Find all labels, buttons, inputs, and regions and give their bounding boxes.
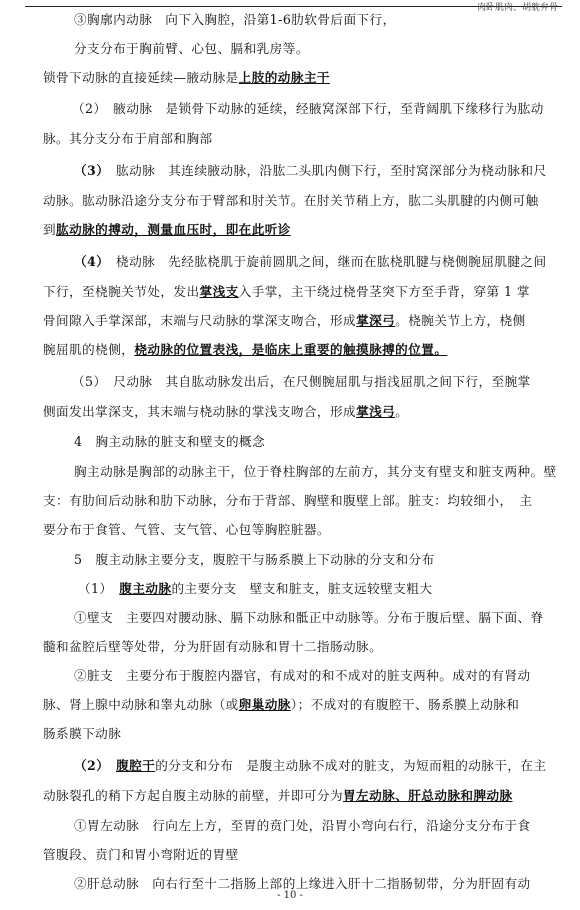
- emphasis-text: 卵巢动脉: [238, 697, 291, 712]
- line-text: 锁骨下动脉的直接延续—腋动脉是: [43, 70, 239, 85]
- line-text: 动脉。肱动脉沿途分支分布于臂部和肘关节。在肘关节稍上方，肱二头肌腱的内侧可触: [43, 193, 539, 208]
- emphasis-text: 掌浅支: [199, 284, 239, 299]
- line-text: 4 胸主动脉的脏支和壁支的概念: [74, 434, 266, 449]
- page-number: - 10 -: [277, 890, 303, 901]
- text-line: [74, 254, 547, 270]
- text-line: [43, 193, 539, 209]
- text-line: [74, 163, 547, 179]
- item-number: （2）: [74, 758, 104, 773]
- text-line: [74, 668, 531, 684]
- text-line: [74, 434, 265, 450]
- line-text: 脉。其分支分布于肩部和胸部: [43, 131, 213, 146]
- line-text: ②肝总动脉 向右行至十二指肠上部的上缘进入肝十二指肠韧带，分为肝固有动: [74, 876, 531, 891]
- text-line: [43, 639, 382, 655]
- line-text: ③胸廓内动脉 向下入胸腔，沿第1-6肋软骨后面下行，: [74, 12, 396, 27]
- emphasis-text: 腹主动脉: [119, 581, 172, 596]
- line-text-tail: 入手掌，主干绕过桡骨茎突下方至手背，穿第 1 掌: [238, 284, 530, 299]
- emphasis-text: 肱动脉的搏动，测量血压时，即在此听诊: [56, 222, 291, 237]
- text-line: [72, 101, 544, 117]
- line-text: ①壁支 主要四对腰动脉、膈下动脉和骶正中动脉等。分布于腹后壁、膈下面、脊: [74, 610, 544, 625]
- text-line: [43, 697, 519, 713]
- text-line: [74, 610, 544, 626]
- item-number: （3）: [74, 163, 104, 178]
- text-line: [43, 493, 532, 509]
- line-text: 肠系膜下动脉: [43, 726, 122, 741]
- line-text: 胸主动脉是胸部的动脉主干，位于脊柱胸部的左前方，其分支有壁支和脏支两种。壁: [74, 464, 557, 479]
- line-text-tail: 。桡腕关节上方，桡侧: [395, 313, 526, 328]
- text-line: [43, 788, 513, 804]
- line-text-tail: 的分支和分布 是腹主动脉不成对的脏支，为短而粗的动脉干，在主: [155, 758, 547, 773]
- line-text: 脉、肾上腺中动脉和睾丸动脉（或: [43, 697, 239, 712]
- text-line: [43, 313, 526, 329]
- text-line: [43, 131, 213, 147]
- line-text: （2） 腋动脉 是锁骨下动脉的延续，经腋窝深部下行，至背阔肌下缘移行为肱动: [72, 101, 544, 116]
- line-text: 肱动脉 其连续腋动脉，沿肱二头肌内侧下行，至肘窝深部分为桡动脉和尺: [103, 163, 547, 178]
- line-text: （5） 尺动脉 其自肱动脉发出后，在尺侧腕屈肌与指浅屈肌之间下行，至腕掌: [72, 374, 531, 389]
- line-text: （1）: [78, 581, 120, 596]
- line-text: 到: [43, 222, 57, 237]
- item-number: （4）: [74, 254, 104, 269]
- line-text: 要分布于食管、气管、支气管、心包等胸腔脏器。: [43, 522, 330, 537]
- text-line: [74, 552, 435, 568]
- line-text-tail: ）；不成对的有腹腔干、肠系膜上动脉和: [290, 697, 520, 712]
- line-text: 腕屈肌的桡侧，: [43, 342, 135, 357]
- text-line: [43, 70, 330, 86]
- text-line: [72, 374, 531, 390]
- line-text: 支：有肋间后动脉和肋下动脉，分布于背部、胸壁和腹壁上部。脏支：均较细小， 主: [43, 493, 533, 508]
- text-line: [74, 41, 309, 57]
- emphasis-text: 胃左动脉、肝总动脉和脾动脉: [343, 788, 513, 803]
- line-text: 5 腹主动脉主要分支，腹腔干与肠系膜上下动脉的分支和分布: [74, 552, 435, 567]
- text-line: [74, 12, 396, 28]
- emphasis-text: 腹腔干: [116, 758, 156, 773]
- text-line: [74, 818, 531, 834]
- running-header: 肉卧肌肉、胡躭弁骨: [476, 3, 558, 13]
- line-text-tail: 。: [395, 404, 409, 419]
- text-line: [43, 222, 291, 238]
- text-line: [78, 581, 432, 597]
- emphasis-text: 桡动脉的位置表浅，是临床上重要的触摸脉搏的位置。: [134, 342, 448, 357]
- line-text: 桡动脉 先经肱桡肌于旋前圆肌之间，继而在肱桡肌腱与桡侧腕屈肌腱之间: [103, 254, 547, 269]
- text-line: [43, 522, 330, 538]
- text-line: [43, 342, 447, 358]
- line-text-tail: 的主要分支 壁支和脏支，脏支远较壁支粗大: [171, 581, 433, 596]
- text-line: [43, 847, 239, 863]
- line-text: ②脏支 主要分布于腹腔内器官，有成对的和不成对的脏支两种。成对的有肾动: [74, 668, 531, 683]
- text-line: [43, 404, 408, 420]
- line-text: 骨间隙入手掌深部，末端与尺动脉的掌深支吻合，形成: [43, 313, 357, 328]
- text-line: [43, 726, 121, 742]
- line-text: [103, 758, 116, 773]
- text-line: [43, 284, 530, 300]
- line-text: 动脉裂孔的稍下方起自腹主动脉的前壁，并即可分为: [43, 788, 344, 803]
- line-text: 下行，至桡腕关节处，发出: [43, 284, 200, 299]
- line-text: 髓和盆腔后壁等处带，分为肝固有动脉和胃十二指肠动脉。: [43, 639, 383, 654]
- emphasis-text: 上肢的动脉主干: [238, 70, 330, 85]
- line-text: ①胃左动脉 行向左上方，至胃的贲门处，沿胃小弯向右行，沿途分支分布于食: [74, 818, 531, 833]
- text-line: [74, 758, 547, 774]
- emphasis-text: 掌浅弓: [356, 404, 396, 419]
- emphasis-text: 掌深弓: [356, 313, 396, 328]
- line-text: 分支分布于胸前臂、心包、膈和乳房等。: [74, 41, 309, 56]
- text-line: [74, 464, 557, 480]
- line-text: 管腹段、贲门和胃小弯附近的胃壁: [43, 847, 239, 862]
- line-text: 侧面发出掌深支，其末端与桡动脉的掌浅支吻合，形成: [43, 404, 357, 419]
